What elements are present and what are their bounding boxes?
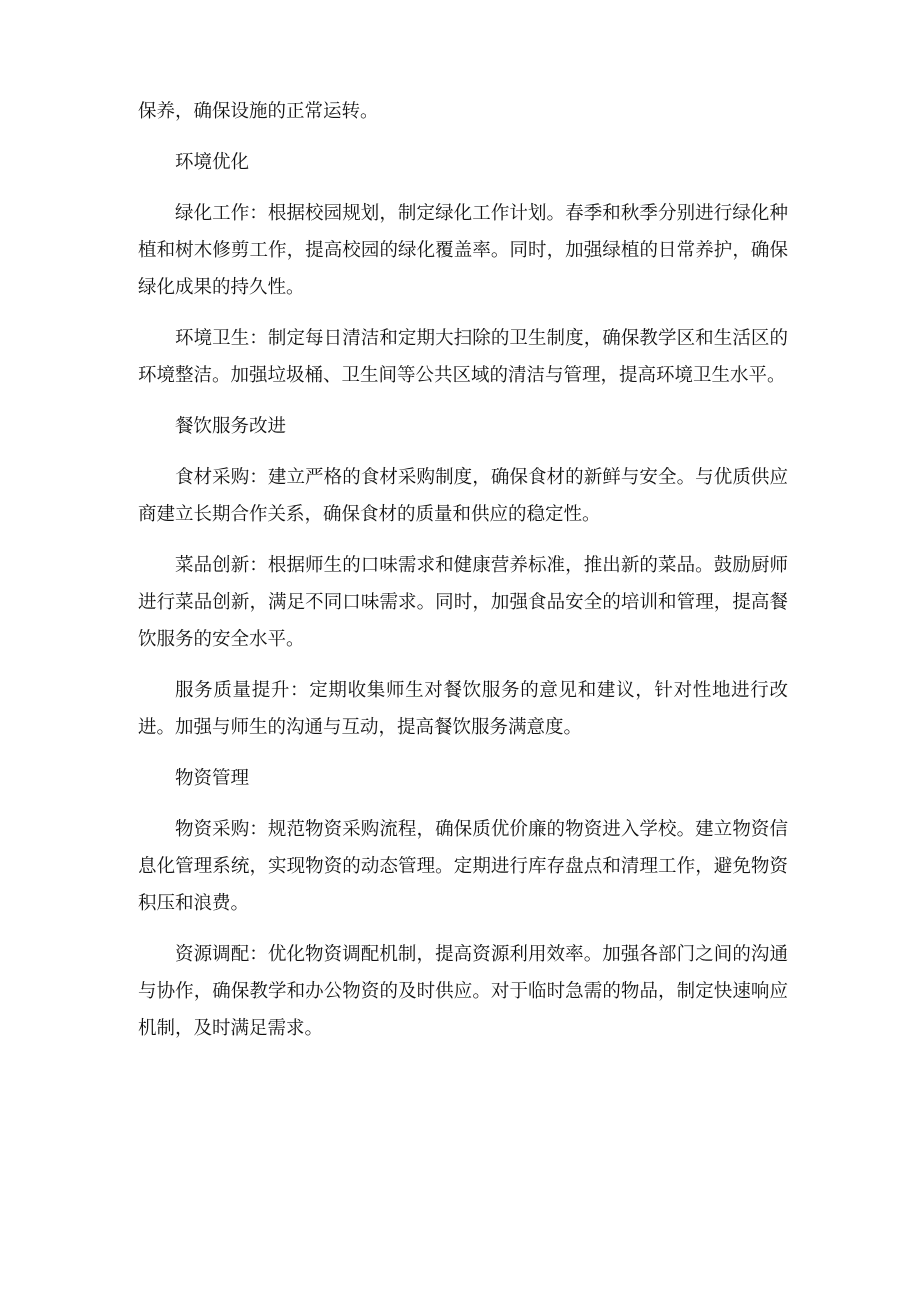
paragraph-term: 资源调配： — [175, 944, 268, 965]
section-heading-environment: 环境优化 — [175, 152, 250, 173]
paragraph-term: 绿化工作： — [175, 203, 268, 224]
document-page — [138, 93, 788, 1061]
paragraph-service-quality — [138, 672, 788, 746]
paragraph-text: 建立严格的食材采购制度，确保食材的新鲜与安全。与优质供应商建立长期合作关系，确保食材的质量和供应的稳定性。 — [138, 467, 788, 525]
section-heading-materials: 物资管理 — [175, 768, 250, 789]
paragraph-text: 定期收集师生对餐饮服务的意见和建议，针对性地进行改进。加强与师生的沟通与互动，提高餐饮服务满意度。 — [138, 680, 788, 738]
paragraph-greening — [138, 195, 788, 306]
paragraph-sanitation — [138, 320, 788, 394]
paragraph-text: 根据校园规划，制定绿化工作计划。春季和秋季分别进行绿化种植和树木修剪工作，提高校园的绿化覆盖率。同时，加强绿植的日常养护，确保绿化成果的持久性。 — [138, 203, 788, 298]
paragraph-resource-allocation — [138, 936, 788, 1047]
paragraph-dish-innovation — [138, 547, 788, 658]
continuation-paragraph: 保养，确保设施的正常运转。 — [138, 101, 379, 122]
paragraph-text: 制定每日清洁和定期大扫除的卫生制度，确保教学区和生活区的环境整洁。加强垃圾桶、卫生间等公共区域的清洁与管理，提高环境卫生水平。 — [138, 328, 788, 386]
paragraph-term: 食材采购： — [175, 467, 268, 488]
paragraph-text: 规范物资采购流程，确保质优价廉的物资进入学校。建立物资信息化管理系统，实现物资的动态管理。定期进行库存盘点和清理工作，避免物资积压和浪费。 — [138, 819, 788, 914]
paragraph-text: 优化物资调配机制，提高资源利用效率。加强各部门之间的沟通与协作，确保教学和办公物资的及时供应。对于临时急需的物品，制定快速响应机制，及时满足需求。 — [138, 944, 788, 1039]
paragraph-term: 服务质量提升： — [175, 680, 310, 701]
paragraph-term: 菜品创新： — [175, 555, 268, 576]
paragraph-ingredient-purchase — [138, 459, 788, 533]
section-heading-catering: 餐饮服务改进 — [175, 416, 287, 437]
paragraph-text: 根据师生的口味需求和健康营养标准，推出新的菜品。鼓励厨师进行菜品创新，满足不同口味需求。同时，加强食品安全的培训和管理，提高餐饮服务的安全水平。 — [138, 555, 788, 650]
paragraph-term: 环境卫生： — [175, 328, 268, 349]
paragraph-material-purchase — [138, 811, 788, 922]
paragraph-term: 物资采购： — [175, 819, 268, 840]
